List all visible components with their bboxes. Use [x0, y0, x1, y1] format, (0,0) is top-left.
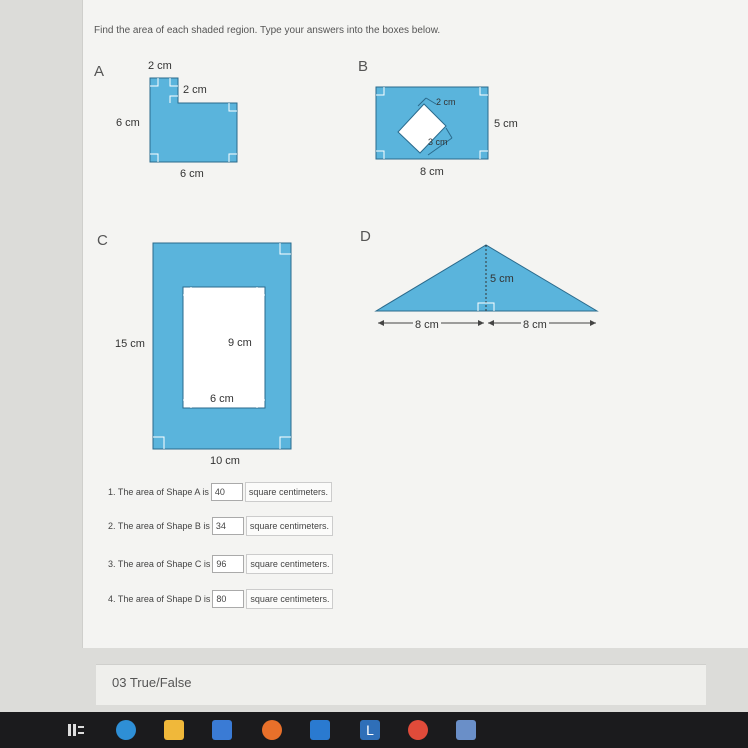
question-1-text: 1. The area of Shape A is: [108, 487, 209, 497]
question-2: [108, 516, 333, 536]
shape-b-dim-bottom: 8 cm: [420, 166, 444, 178]
task-view-icon[interactable]: [66, 720, 86, 740]
firefox-icon[interactable]: [262, 720, 282, 740]
shape-d-dim-left-base: 8 cm: [415, 319, 439, 331]
question-3: [108, 554, 333, 574]
shape-c-dim-inner-height: 9 cm: [228, 337, 252, 349]
shape-a-dim-bottom: 6 cm: [180, 168, 204, 180]
mail-icon[interactable]: [310, 720, 330, 740]
question-3-text: 3. The area of Shape C is: [108, 559, 211, 569]
shape-c-dim-outer-width: 10 cm: [210, 455, 240, 467]
question-4-text: 4. The area of Shape D is: [108, 594, 211, 604]
shape-b: [376, 87, 488, 159]
instructions: Find the area of each shaded region. Type your answers into the boxes below.: [94, 25, 441, 36]
chrome-icon[interactable]: [408, 720, 428, 740]
store-icon[interactable]: [212, 720, 232, 740]
answer-d-input[interactable]: 80: [212, 590, 244, 608]
shape-b-dim-inner-long: 3 cm: [428, 137, 448, 147]
question-2-unit: square centimeters.: [246, 516, 333, 536]
shape-d-label: D: [360, 228, 371, 245]
shape-d-dim-right-base: 8 cm: [523, 319, 547, 331]
shape-b-dim-right: 5 cm: [494, 118, 518, 130]
app-icon[interactable]: [456, 720, 476, 740]
taskbar: [0, 712, 748, 748]
shape-d: [376, 245, 597, 326]
edge-icon[interactable]: [116, 720, 136, 740]
answer-c-input[interactable]: 96: [212, 555, 244, 573]
question-3-unit: square centimeters.: [246, 554, 333, 574]
file-explorer-icon[interactable]: [164, 720, 184, 740]
shape-c-label: C: [97, 232, 108, 249]
shape-b-label: B: [358, 58, 369, 75]
shape-a-dim-notch: 2 cm: [183, 84, 207, 96]
question-4: [108, 589, 333, 609]
question-1-unit: square centimeters.: [245, 482, 332, 502]
section-title: 03 True/False: [112, 675, 192, 690]
shape-b-dim-inner-short: 2 cm: [436, 97, 456, 107]
shape-a-dim-left: 6 cm: [116, 117, 140, 129]
shape-c-dim-inner-width: 6 cm: [210, 393, 234, 405]
shape-c: [153, 243, 291, 449]
question-1: [108, 482, 332, 502]
answer-b-input[interactable]: 34: [212, 517, 244, 535]
shape-a-dim-top: 2 cm: [148, 60, 172, 72]
question-4-unit: square centimeters.: [246, 589, 333, 609]
l-app-icon[interactable]: L: [360, 720, 380, 740]
shape-c-dim-outer-height: 15 cm: [115, 338, 145, 350]
answer-a-input[interactable]: 40: [211, 483, 243, 501]
question-2-text: 2. The area of Shape B is: [108, 521, 210, 531]
shape-a-label: A: [94, 63, 105, 80]
section-true-false[interactable]: [96, 664, 706, 705]
shape-d-dim-height: 5 cm: [490, 273, 514, 285]
